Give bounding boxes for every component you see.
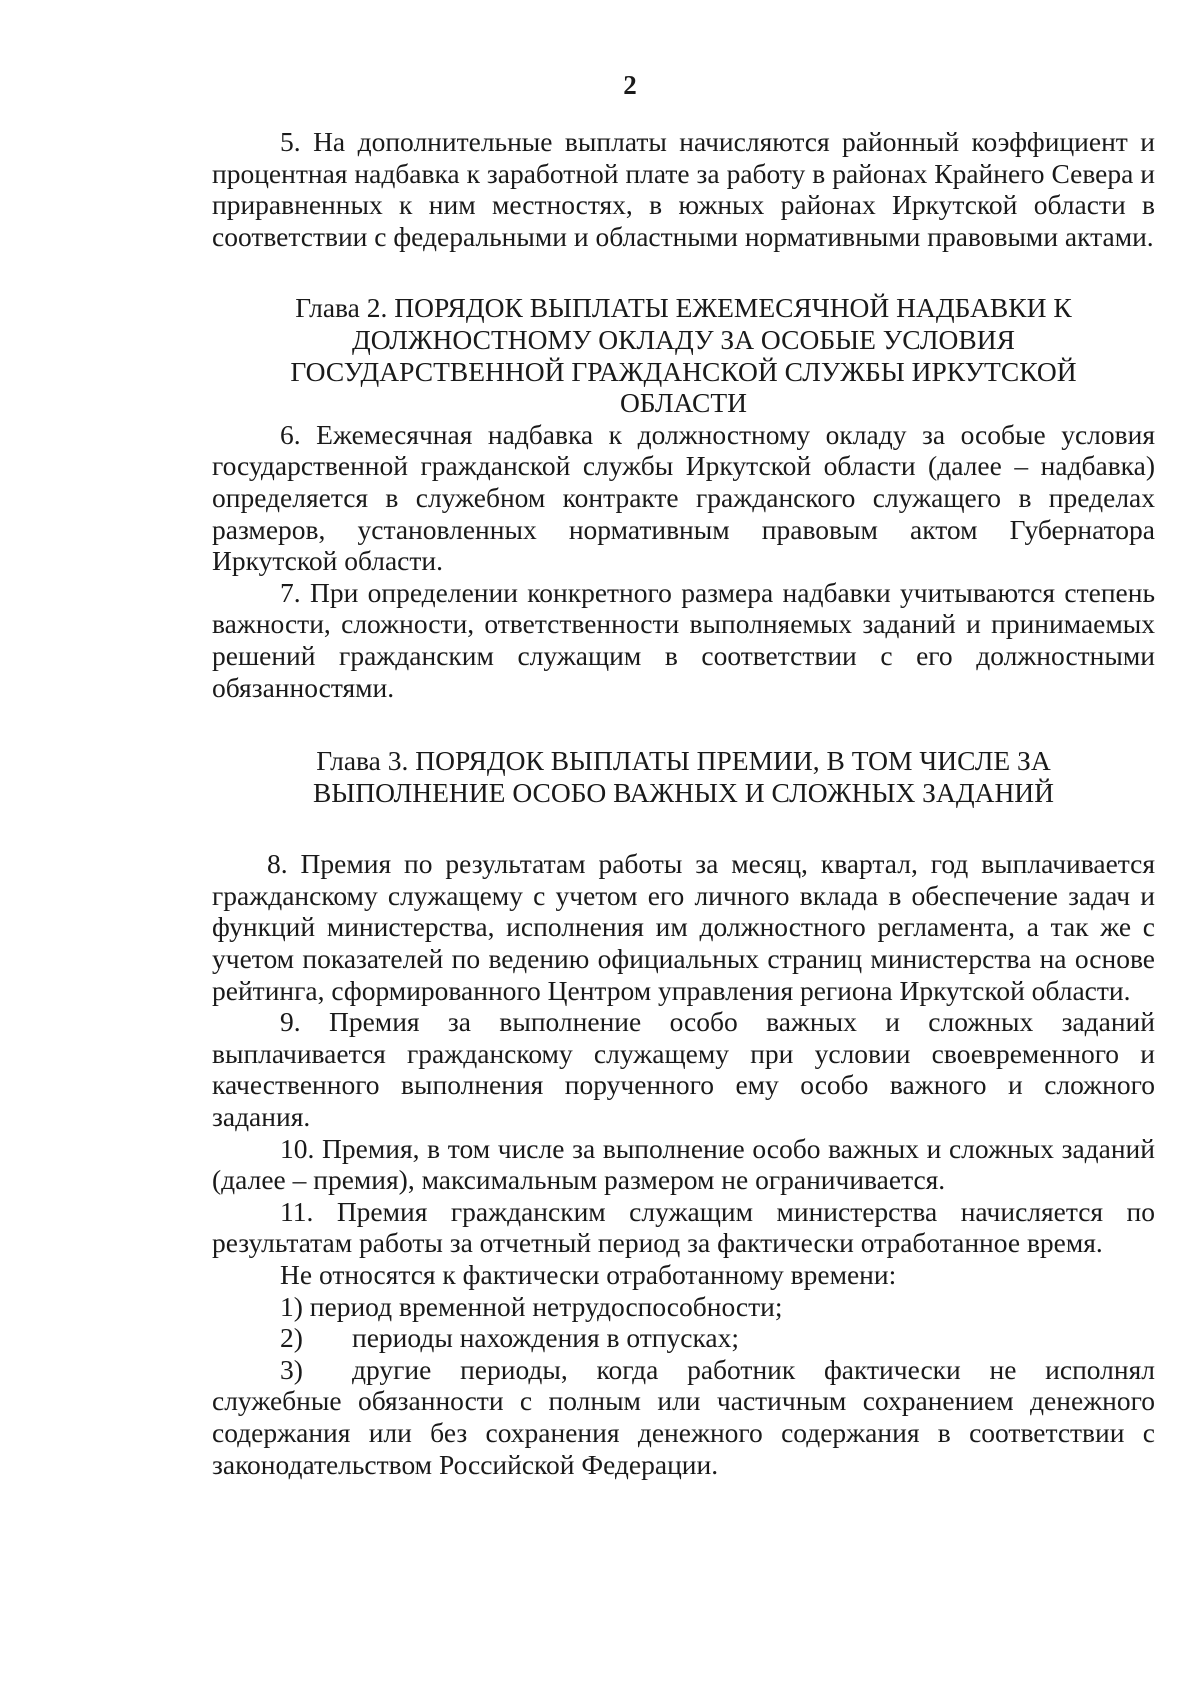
chapter-3-heading-line: Глава 3. ПОРЯДОК ВЫПЛАТЫ ПРЕМИИ, В ТОМ ЧИСЛЕ ЗА (316, 745, 1051, 777)
list-item (212, 1322, 1155, 1354)
chapter-2-heading-line: Глава 2. ПОРЯДОК ВЫПЛАТЫ ЕЖЕМЕСЯЧНОЙ НАДБАВКИ К (295, 292, 1072, 324)
list-item (212, 1291, 1155, 1323)
chapter-2-heading-line: ОБЛАСТИ (619, 387, 748, 419)
chapter-2-heading (212, 292, 1155, 418)
paragraph-8: 8. Премия по результатам работы за месяц, квартал, год выплачивается гражданскому служащему с учетом его личного вклада в обеспечение задач и функций министерства, исполнения им должностного регламента, а так же с учетом показателей по ведению официальных страниц министерства на основе рейтинга, сформированного Центром управления региона Иркутской области. (212, 848, 1155, 1006)
list-item-text: период временной нетрудоспособности; (309, 1290, 783, 1322)
list-item (212, 1354, 1155, 1480)
page-number: 2 (623, 70, 637, 100)
chapter-3-heading (212, 745, 1155, 808)
list-item-number: 1) (280, 1290, 303, 1322)
paragraph-5: 5. На дополнительные выплаты начисляются районный коэффициент и процентная надбавка к заработной плате за работу в районах Крайнего Севера и приравненных к ним местностях, в южных районах Иркутской области в соответствии с федеральными и областными нормативными правовыми актами. (212, 126, 1155, 252)
list-item-number: 2) (280, 1322, 303, 1354)
chapter-2-heading-line: ДОЛЖНОСТНОМУ ОКЛАДУ ЗА ОСОБЫЕ УСЛОВИЯ (352, 323, 1015, 355)
list-item-text: периоды нахождения в отпусках; (352, 1322, 740, 1354)
paragraph-11: 11. Премия гражданским служащим министерства начисляется по результатам работы за отчетный период за фактически отработанное время. (212, 1195, 1155, 1259)
document-body (212, 126, 1155, 1480)
chapter-3-heading-line: ВЫПОЛНЕНИЕ ОСОБО ВАЖНЫХ И СЛОЖНЫХ ЗАДАНИЙ (312, 776, 1055, 808)
list-item-text: другие периоды, когда работник фактически не исполнял служебные обязанности с полным или частичным сохранением денежного содержания или без сохранения денежного содержания в соответствии с законодательством Российской Федерации. (212, 1353, 1155, 1480)
paragraph-10: 10. Премия, в том числе за выполнение особо важных и сложных заданий (далее – премия), максимальным размером не ограничивается. (212, 1132, 1155, 1196)
list-item-number: 3) (280, 1353, 303, 1385)
chapter-2-heading-line: ГОСУДАРСТВЕННОЙ ГРАЖДАНСКОЙ СЛУЖБЫ ИРКУТСКОЙ (290, 355, 1077, 387)
paragraph-7: 7. При определении конкретного размера надбавки учитываются степень важности, сложности, ответственности выполняемых заданий и принимаемых решений гражданским служащим в соответствии с его должностными обязанностями. (212, 576, 1155, 703)
paragraph-6: 6. Ежемесячная надбавка к должностному окладу за особые условия государственной гражданской службы Иркутской области (далее – надбавка) определяется в служебном контракте гражданского служащего в пределах размеров, установленных нормативным правовым актом Губернатора Иркутской области. (212, 418, 1155, 577)
paragraph-not-counted: Не относятся к фактически отработанному времени: (280, 1259, 897, 1290)
paragraph-9: 9. Премия за выполнение особо важных и сложных заданий выплачивается гражданскому служащему при условии своевременного и качественного выполнения порученного ему особо важного и сложного задания. (212, 1006, 1155, 1133)
